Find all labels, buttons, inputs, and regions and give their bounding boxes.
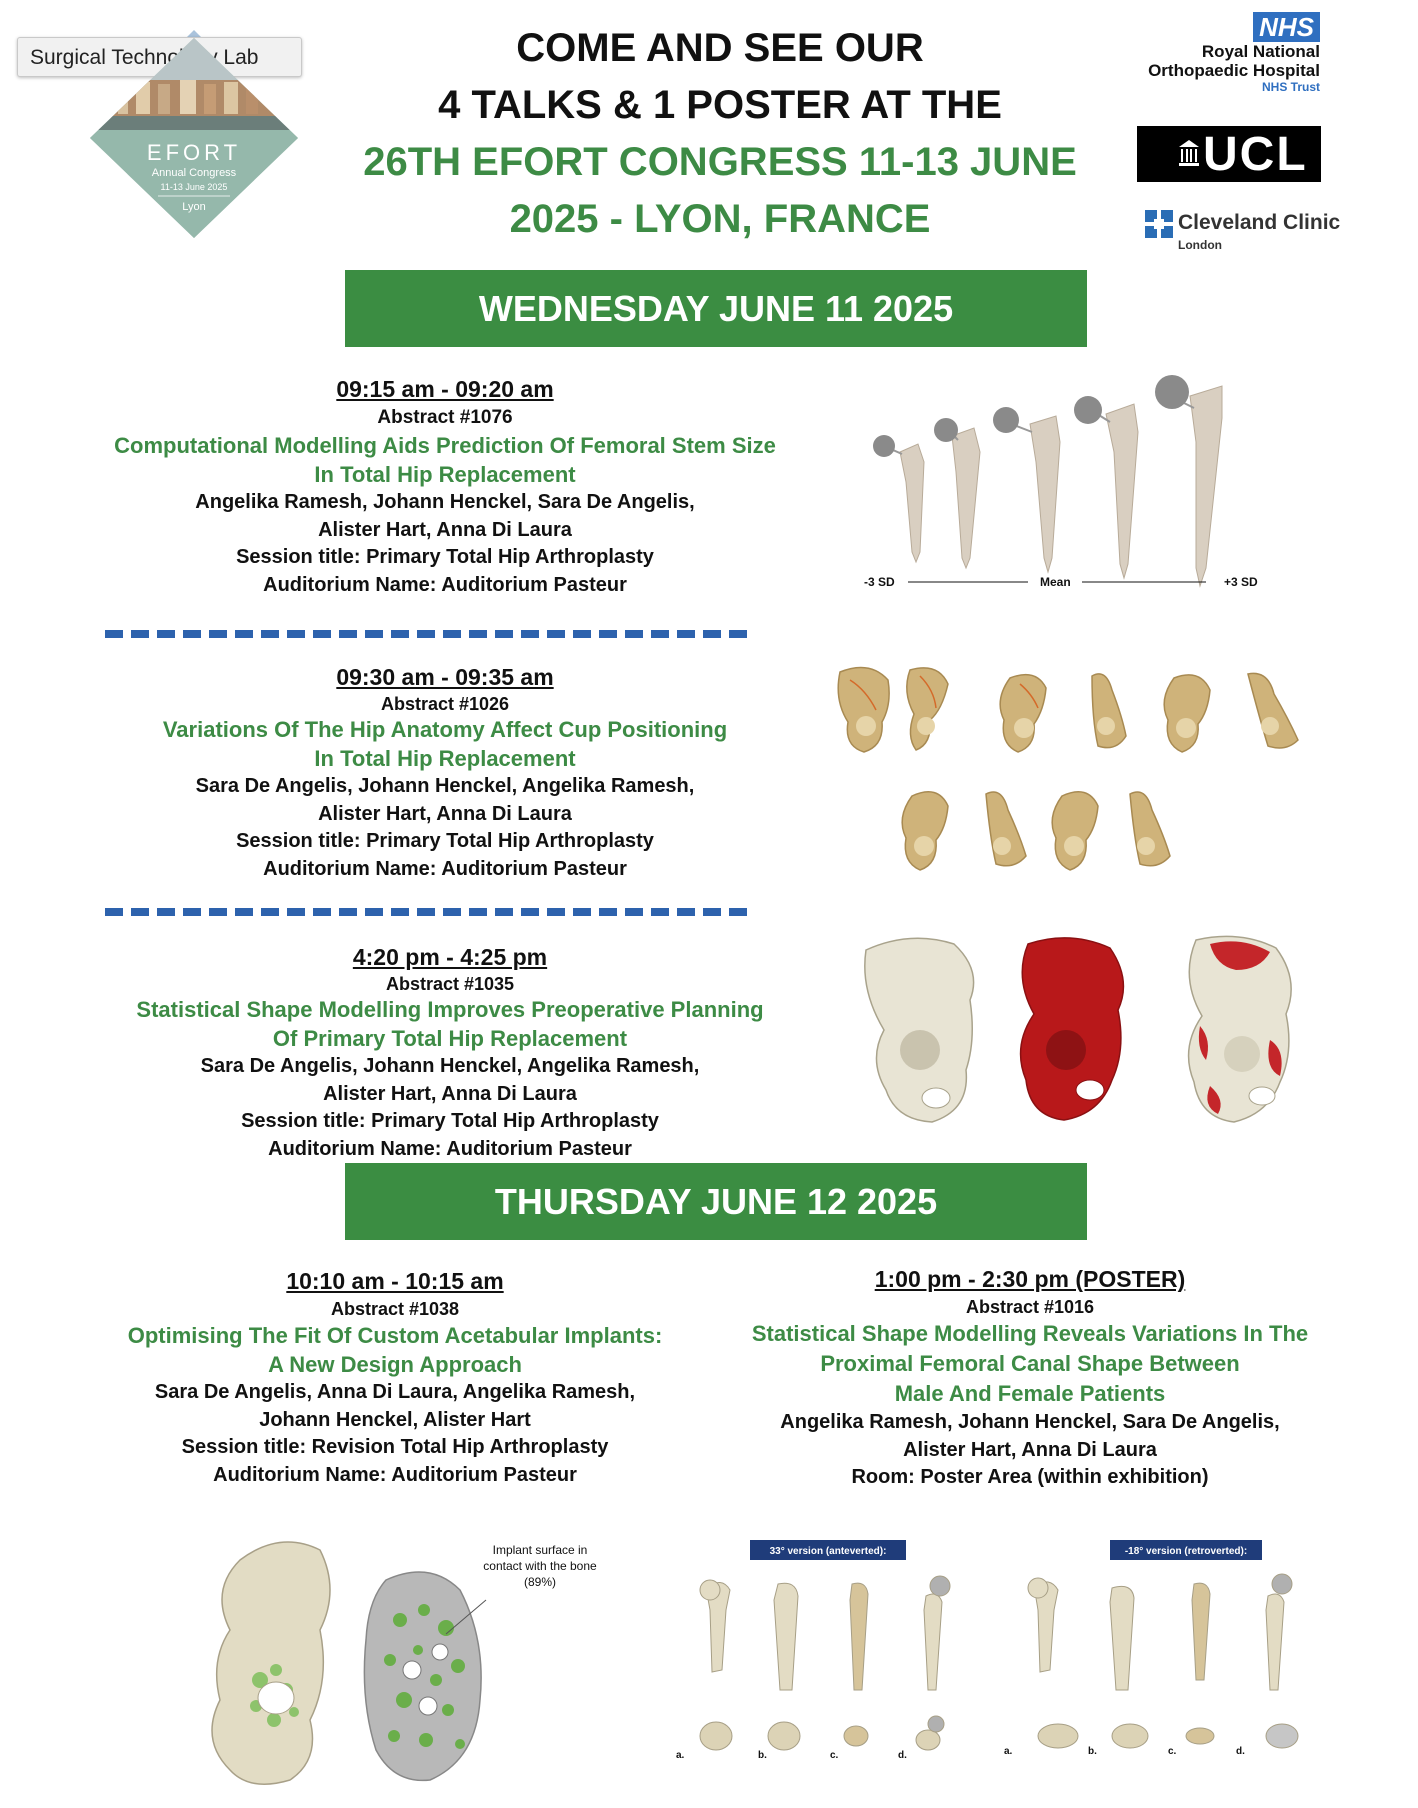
talk-authors: Angelika Ramesh, Johann Henckel, Sara De Angelis, bbox=[195, 491, 695, 513]
talk-title: In Total Hip Replacement bbox=[314, 746, 576, 771]
talk-session: Session title: Revision Total Hip Arthroplasty bbox=[181, 1436, 609, 1458]
header-line1: COME AND SEE OUR bbox=[516, 26, 924, 70]
talk-abstract: Abstract #1076 bbox=[377, 407, 513, 428]
label-a: a. bbox=[1004, 1746, 1013, 1757]
nhs-logo bbox=[1120, 12, 1320, 94]
pelvis-variation-figure bbox=[830, 660, 1310, 890]
poster-title: Proximal Femoral Canal Shape Between bbox=[820, 1351, 1240, 1376]
talk-title: Variations Of The Hip Anatomy Affect Cup Positioning bbox=[162, 717, 728, 742]
talk-title: A New Design Approach bbox=[268, 1352, 522, 1377]
talk-room: Auditorium Name: Auditorium Pasteur bbox=[213, 1463, 577, 1486]
talk-abstract: Abstract #1026 bbox=[380, 694, 510, 714]
talk-time: 4:20 pm - 4:25 pm bbox=[352, 944, 548, 970]
talk-authors: Alister Hart, Anna Di Laura bbox=[323, 1082, 577, 1105]
ucl-portico-icon bbox=[1179, 140, 1199, 166]
cleveland-clinic-icon bbox=[1145, 210, 1173, 238]
femoral-version-figure bbox=[670, 1540, 1330, 1780]
label-c: c. bbox=[830, 1750, 839, 1761]
divider bbox=[105, 630, 753, 638]
label-d: d. bbox=[898, 1750, 907, 1761]
talk-session: Session title: Primary Total Hip Arthroplasty bbox=[236, 546, 654, 568]
poster-time: 1:00 pm - 2:30 pm (POSTER) bbox=[874, 1266, 1186, 1292]
version-a-label: 33° version (anteverted): bbox=[769, 1546, 887, 1557]
day2-banner: THURSDAY JUNE 12 2025 bbox=[345, 1163, 1087, 1240]
version-b-label: -18° version (retroverted): bbox=[1124, 1546, 1248, 1557]
divider bbox=[105, 908, 753, 916]
talk-title: Statistical Shape Modelling Improves Preoperative Planning bbox=[136, 997, 764, 1022]
poster-title: Male And Female Patients bbox=[894, 1381, 1166, 1406]
implant-note-3: (89%) bbox=[523, 1575, 557, 1589]
header-line3: 26TH EFORT CONGRESS 11-13 JUNE bbox=[363, 140, 1077, 184]
talk-authors: Johann Henckel, Alister Hart bbox=[259, 1408, 531, 1431]
talk-session: Session title: Primary Total Hip Arthroplasty bbox=[236, 830, 654, 852]
nhs-line2: Orthopaedic Hospital bbox=[1148, 61, 1320, 80]
label-d: d. bbox=[1236, 1746, 1245, 1757]
talk-title: In Total Hip Replacement bbox=[314, 462, 576, 487]
efort-city: Lyon bbox=[182, 201, 206, 213]
talk-title: Computational Modelling Aids Prediction Of Femoral Stem Size bbox=[114, 433, 776, 458]
cleveland-clinic-sub: London bbox=[1178, 238, 1222, 252]
nhs-line1: Royal National bbox=[1201, 42, 1320, 61]
implant-note-1: Implant surface in bbox=[492, 1543, 588, 1557]
talk-title: Of Primary Total Hip Replacement bbox=[272, 1026, 628, 1051]
cleveland-clinic-name: Cleveland Clinic bbox=[1178, 211, 1341, 234]
talk-3 bbox=[60, 942, 840, 1163]
talk-abstract: Abstract #1035 bbox=[385, 974, 515, 994]
talk-authors: Sara De Angelis, Anna Di Laura, Angelika Ramesh, bbox=[154, 1381, 636, 1403]
talk-time: 09:15 am - 09:20 am bbox=[336, 376, 554, 402]
poster bbox=[720, 1263, 1340, 1492]
talk-time: 10:10 am - 10:15 am bbox=[286, 1268, 504, 1294]
stem-label-left: -3 SD bbox=[864, 575, 895, 589]
day1-banner: WEDNESDAY JUNE 11 2025 bbox=[345, 270, 1087, 347]
talk-2 bbox=[60, 662, 830, 883]
talk-room: Auditorium Name: Auditorium Pasteur bbox=[263, 573, 627, 596]
talk-title: Optimising The Fit Of Custom Acetabular Implants: bbox=[127, 1323, 663, 1348]
poster-title: Statistical Shape Modelling Reveals Variations In The bbox=[751, 1321, 1309, 1346]
header bbox=[310, 20, 1130, 248]
talk-authors: Sara De Angelis, Johann Henckel, Angelika Ramesh, bbox=[195, 775, 695, 797]
tooltip: Surgical Technology Lab bbox=[17, 37, 302, 77]
poster-abstract: Abstract #1016 bbox=[965, 1297, 1095, 1317]
efort-title: EFORT bbox=[146, 140, 242, 165]
femoral-stem-figure bbox=[860, 372, 1280, 604]
talk-time: 09:30 am - 09:35 am bbox=[336, 664, 554, 690]
ucl-logo bbox=[1137, 126, 1321, 182]
poster-authors: Alister Hart, Anna Di Laura bbox=[903, 1438, 1157, 1461]
efort-logo bbox=[88, 36, 300, 240]
nhs-line3: NHS Trust bbox=[1261, 80, 1320, 94]
talk-room: Auditorium Name: Auditorium Pasteur bbox=[268, 1137, 632, 1160]
implant-note-2: contact with the bone bbox=[483, 1559, 597, 1573]
poster-authors: Angelika Ramesh, Johann Henckel, Sara De Angelis, bbox=[780, 1411, 1280, 1433]
efort-line2: 11-13 June 2025 bbox=[160, 182, 228, 192]
stem-label-right: +3 SD bbox=[1224, 575, 1258, 589]
stem-label-mid: Mean bbox=[1040, 575, 1071, 589]
talk-session: Session title: Primary Total Hip Arthroplasty bbox=[241, 1110, 659, 1132]
label-b: b. bbox=[758, 1750, 767, 1761]
header-line2: 4 TALKS & 1 POSTER AT THE bbox=[438, 83, 1002, 127]
ucl-wordmark: UCL bbox=[1203, 128, 1308, 181]
talk-authors: Alister Hart, Anna Di Laura bbox=[318, 802, 572, 825]
header-line4: 2025 - LYON, FRANCE bbox=[509, 197, 931, 241]
nhs-badge: NHS bbox=[1253, 12, 1320, 42]
label-c: c. bbox=[1168, 1746, 1177, 1757]
talk-abstract: Abstract #1038 bbox=[330, 1299, 460, 1319]
efort-line1: Annual Congress bbox=[151, 167, 237, 179]
label-a: a. bbox=[676, 1750, 685, 1761]
talk-authors: Sara De Angelis, Johann Henckel, Angelika Ramesh, bbox=[200, 1055, 700, 1077]
talk-1 bbox=[60, 373, 830, 599]
acetabular-implant-figure bbox=[190, 1530, 620, 1800]
talk-authors: Alister Hart, Anna Di Laura bbox=[318, 518, 572, 541]
talk-room: Auditorium Name: Auditorium Pasteur bbox=[263, 857, 627, 880]
poster-room: Room: Poster Area (within exhibition) bbox=[851, 1466, 1209, 1488]
label-b: b. bbox=[1088, 1746, 1097, 1757]
talk-4 bbox=[20, 1265, 770, 1489]
hip-shape-model-figure bbox=[850, 930, 1320, 1130]
